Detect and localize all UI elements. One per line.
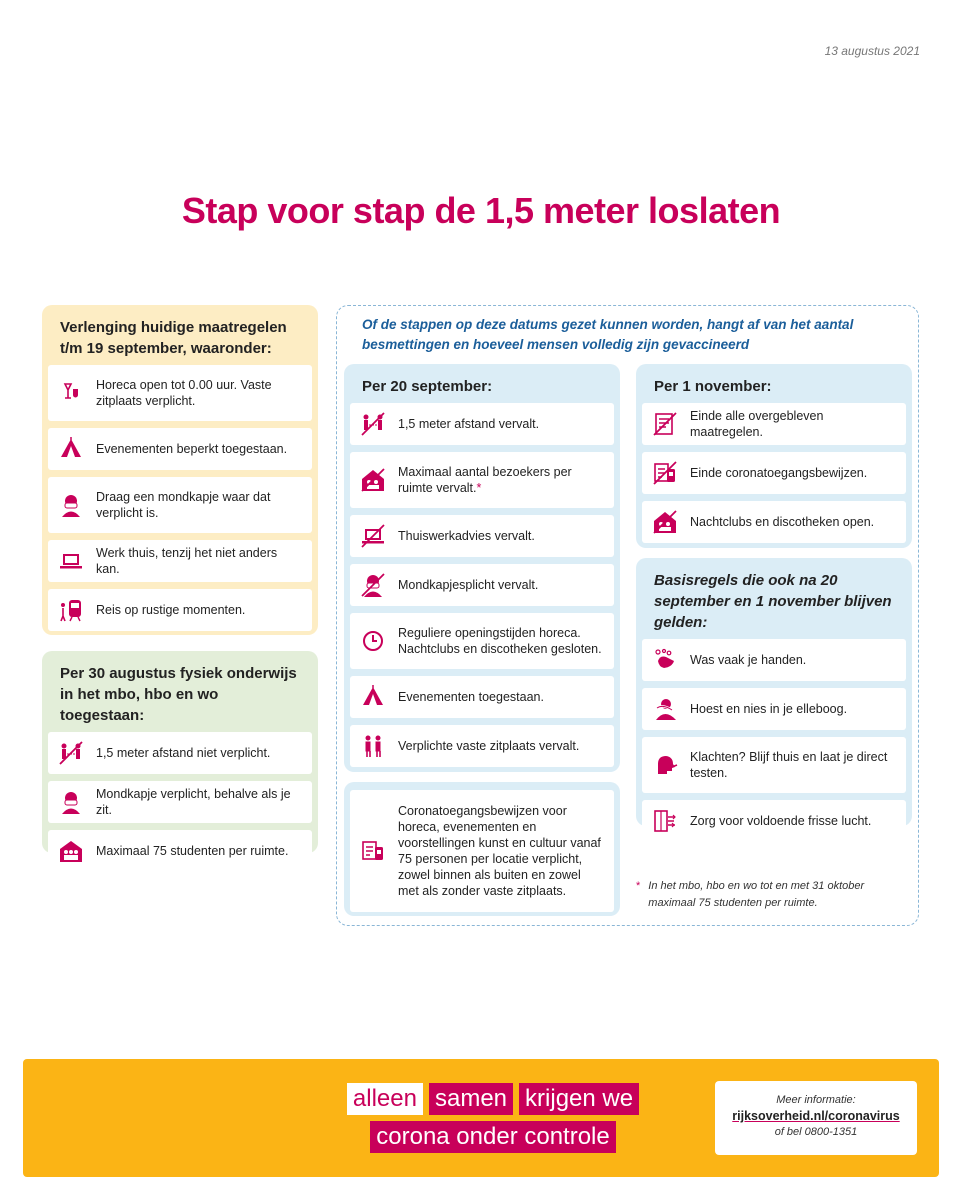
info-box — [715, 1081, 917, 1155]
panel-title: Basisregels die ook na 20 september en 1 november blijven gelden: — [654, 572, 892, 631]
list-item — [350, 790, 614, 912]
item-label: Einde coronatoegangsbewijzen. — [690, 466, 868, 480]
classroom-icon — [58, 838, 84, 864]
measure-list — [642, 403, 906, 543]
house-crossed-icon — [360, 467, 386, 493]
item-text — [690, 514, 874, 530]
list-item — [642, 452, 906, 494]
footnote — [636, 878, 906, 912]
item-label: Klachten? Blijf thuis en laat je direct testen. — [690, 750, 888, 780]
item-text — [398, 416, 539, 432]
item-label: Coronatoegangsbewijzen voor horeca, evenementen en voorstellingen kunst en cultuur vanaf 75 personen per locatie verplicht, zowel binnen als buiten en zowel met als zonder vaste zitplaats. — [398, 804, 601, 898]
list-crossed-icon — [652, 411, 678, 437]
panel-title: Verlenging huidige maatregelen t/m 19 september, waaronder: — [60, 319, 287, 357]
list-item — [350, 452, 614, 508]
item-label: Verplichte vaste zitplaats vervalt. — [398, 739, 580, 753]
list-item — [48, 477, 312, 533]
slogan — [333, 1083, 653, 1159]
conditional-intro: Of de stappen op deze datums gezet kunnen worden, hangt af van het aantal besmettingen en hoeveel mensen volledig zijn gevaccineerd — [362, 317, 854, 352]
pass-icon — [360, 838, 386, 864]
list-item — [48, 732, 312, 774]
footer-banner — [23, 1059, 939, 1177]
mask-crossed-icon — [360, 572, 386, 598]
item-text — [690, 749, 896, 781]
item-text — [690, 701, 847, 717]
ventilation-icon — [652, 808, 678, 834]
tent-icon — [58, 436, 84, 462]
measure-list — [350, 403, 614, 767]
item-label: Horeca open tot 0.00 uur. Vaste zitplaats verplicht. — [96, 378, 272, 408]
item-text — [398, 803, 604, 899]
slogan-word: krijgen we — [519, 1083, 639, 1115]
train-icon — [58, 597, 84, 623]
item-text — [690, 652, 806, 668]
distance-crossed-icon — [58, 740, 84, 766]
handwash-icon — [652, 647, 678, 673]
laptop-crossed-icon — [360, 523, 386, 549]
item-text — [96, 545, 302, 577]
item-text — [96, 745, 270, 761]
cough-icon — [652, 696, 678, 722]
measure-list — [350, 790, 614, 912]
measure-list — [48, 732, 312, 872]
pass-crossed-icon — [652, 460, 678, 486]
panel-1-november — [636, 364, 912, 548]
item-label: Reguliere openingstijden horeca. Nachtclubs en discotheken gesloten. — [398, 626, 602, 656]
panel-title: Per 20 september: — [362, 378, 493, 395]
item-text — [398, 625, 604, 657]
list-item — [642, 800, 906, 842]
tent-icon — [360, 684, 386, 710]
list-item — [642, 737, 906, 793]
item-text — [398, 464, 604, 496]
list-item — [642, 639, 906, 681]
list-item — [350, 515, 614, 557]
item-text — [690, 408, 896, 440]
page-title: Stap voor stap de 1,5 meter loslaten — [181, 190, 781, 231]
item-label: Hoest en nies in je elleboog. — [690, 702, 848, 716]
info-label: Meer informatie: — [776, 1094, 856, 1106]
item-text — [398, 738, 579, 754]
list-item — [48, 428, 312, 470]
list-item — [642, 688, 906, 730]
list-item — [350, 564, 614, 606]
item-label: Mondkapjesplicht vervalt. — [398, 578, 539, 592]
item-text — [398, 689, 544, 705]
list-item — [350, 403, 614, 445]
sick-icon — [652, 752, 678, 778]
info-link[interactable]: rijksoverheid.nl/coronavirus — [732, 1109, 900, 1123]
footnote-mark: * — [476, 481, 482, 495]
list-item — [642, 501, 906, 543]
item-label: 1,5 meter afstand vervalt. — [398, 417, 540, 431]
item-label: Werk thuis, tenzij het niet anders kan. — [96, 546, 278, 576]
item-text — [96, 843, 288, 859]
drinks-icon — [58, 380, 84, 406]
list-item — [48, 540, 312, 582]
item-text — [96, 489, 302, 521]
footnote-mark: * — [636, 880, 641, 892]
item-label: Draag een mondkapje waar dat verplicht is. — [96, 490, 271, 520]
item-label: Einde alle overgebleven maatregelen. — [690, 409, 824, 439]
laptop-icon — [58, 548, 84, 574]
item-text — [96, 786, 302, 818]
panel-education — [42, 651, 318, 858]
distance-crossed-icon — [360, 411, 386, 437]
item-text — [96, 377, 302, 409]
list-item — [642, 403, 906, 445]
item-text — [398, 577, 538, 593]
item-label: Evenementen toegestaan. — [398, 690, 544, 704]
item-label: Nachtclubs en discotheken open. — [690, 515, 875, 529]
item-label: Reis op rustige momenten. — [96, 603, 246, 617]
panel-20-september — [344, 364, 620, 772]
list-item — [350, 613, 614, 669]
footnote-text: In het mbo, hbo en wo tot en met 31 oktober maximaal 75 studenten per ruimte. — [648, 880, 865, 909]
slogan-word: corona onder controle — [370, 1121, 615, 1153]
house-crossed-icon — [652, 509, 678, 535]
item-label: Mondkapje verplicht, behalve als je zit. — [96, 787, 291, 817]
info-phone: of bel 0800-1351 — [774, 1126, 858, 1138]
list-item — [350, 725, 614, 767]
item-text — [398, 528, 535, 544]
list-item — [48, 365, 312, 421]
item-label: 1,5 meter afstand niet verplicht. — [96, 746, 271, 760]
slogan-word: alleen — [347, 1083, 423, 1115]
list-item — [48, 781, 312, 823]
people-icon — [360, 733, 386, 759]
item-label: Evenementen beperkt toegestaan. — [96, 442, 288, 456]
item-label: Was vaak je handen. — [690, 653, 807, 667]
item-text — [690, 465, 867, 481]
list-item — [48, 830, 312, 872]
item-text — [690, 813, 871, 829]
item-label: Thuiswerkadvies vervalt. — [398, 529, 535, 543]
panel-title: Per 30 augustus fysiek onderwijs in het mbo, hbo en wo toegestaan: — [60, 665, 297, 724]
measure-list — [642, 639, 906, 842]
item-label: Zorg voor voldoende frisse lucht. — [690, 814, 872, 828]
clock-icon — [360, 628, 386, 654]
document-date: 13 augustus 2021 — [824, 44, 920, 58]
list-item — [350, 676, 614, 718]
item-label: Maximaal aantal bezoekers per ruimte vervalt. — [398, 465, 572, 495]
panel-access-pass — [344, 782, 620, 916]
item-text — [96, 441, 287, 457]
mask-icon — [58, 492, 84, 518]
measure-list — [48, 365, 312, 631]
item-label: Maximaal 75 studenten per ruimte. — [96, 844, 289, 858]
list-item — [48, 589, 312, 631]
panel-current-measures — [42, 305, 318, 635]
item-text — [96, 602, 245, 618]
slogan-word: samen — [429, 1083, 513, 1115]
panel-title: Per 1 november: — [654, 378, 772, 395]
panel-basic-rules — [636, 558, 912, 826]
mask-icon — [58, 789, 84, 815]
